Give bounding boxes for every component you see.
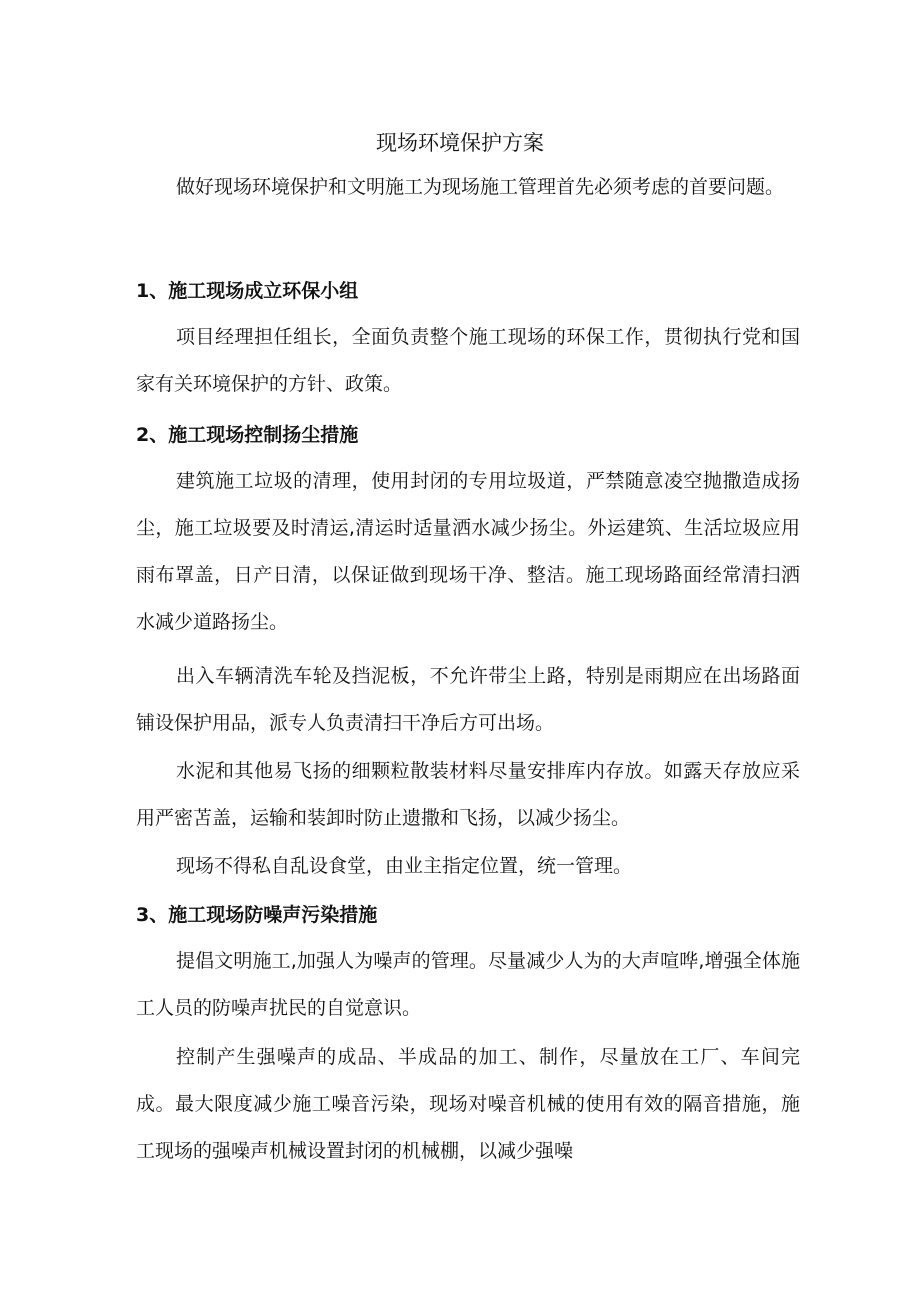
section-1-heading: 1、施工现场成立环保小组 xyxy=(136,280,359,302)
section-3-paragraph-1: 提倡文明施工,加强人为噪声的管理。尽量减少人为的大声喧哗,增强全体施工人员的防噪声扰民的自觉意识。 xyxy=(136,950,800,1019)
document-title: 现场环境保护方案 xyxy=(376,131,544,155)
section-3-paragraph-2: 控制产生强噪声的成品、半成品的加工、制作，尽量放在工厂、车间完成。最大限度减少施工噪音污染，现场对噪音机械的使用有效的隔音措施，施工现场的强噪声机械设置封闭的机械棚，以减少强噪 xyxy=(136,1046,800,1162)
intro-paragraph: 做好现场环境保护和文明施工为现场施工管理首先必须考虑的首要问题。 xyxy=(176,176,785,198)
section-2-heading: 2、施工现场控制扬尘措施 xyxy=(136,424,359,446)
section-2-paragraph-4: 现场不得私自乱设食堂，由业主指定位置，统一管理。 xyxy=(176,855,633,877)
section-1-paragraph-1: 项目经理担任组长，全面负责整个施工现场的环保工作，贯彻执行党和国家有关环境保护的方针、政策。 xyxy=(136,326,800,395)
section-3-heading: 3、施工现场防噪声污染措施 xyxy=(136,904,378,926)
section-2-paragraph-2: 出入车辆清洗车轮及挡泥板，不允许带尘上路，特别是雨期应在出场路面铺设保护用品，派专人负责清扫干净后方可出场。 xyxy=(136,665,800,734)
section-2-paragraph-3: 水泥和其他易飞扬的细颗粒散装材料尽量安排库内存放。如露天存放应采用严密苫盖，运输和装卸时防止遗撒和飞扬，以减少扬尘。 xyxy=(136,760,800,829)
section-2-paragraph-1: 建筑施工垃圾的清理，使用封闭的专用垃圾道，严禁随意凌空抛撒造成扬尘，施工垃圾要及时清运,清运时适量洒水减少扬尘。外运建筑、生活垃圾应用雨布罩盖，日产日清，以保证做到现场干净、整洁。施工现场路面经常清扫洒水减少道路扬尘。 xyxy=(136,470,800,633)
